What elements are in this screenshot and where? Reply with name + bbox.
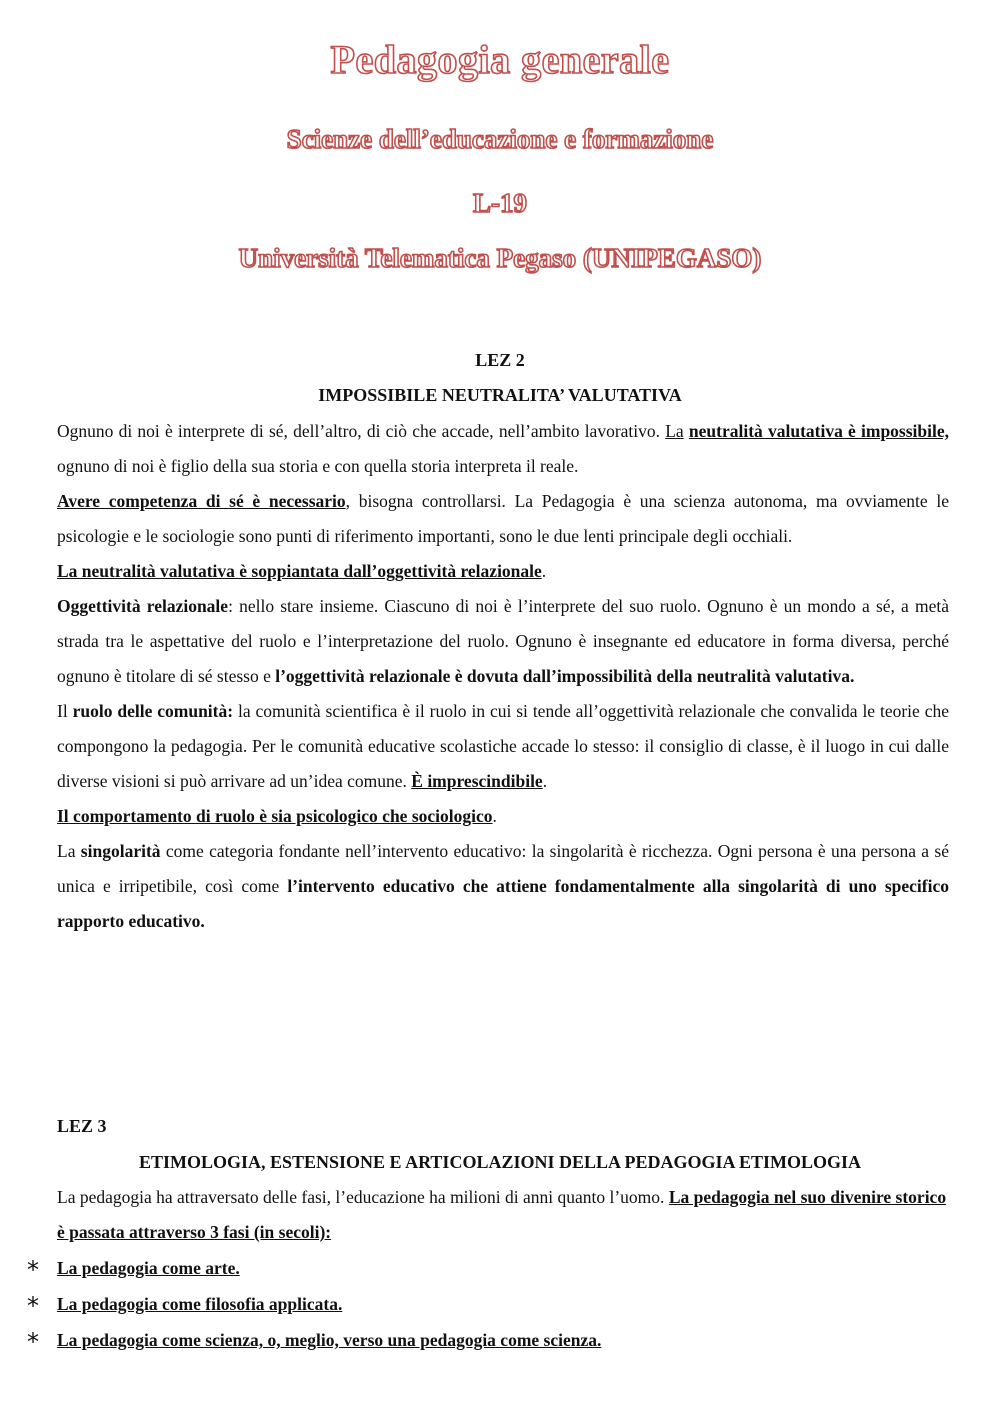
paragraph	[57, 554, 949, 589]
emphasis: Avere competenza di sé è necessario	[57, 491, 346, 511]
asterisk-bullet-icon: *	[27, 1328, 39, 1356]
list-item-text: La pedagogia come filosofia applicata.	[57, 1294, 343, 1314]
text: La	[57, 841, 81, 861]
text: .	[541, 561, 547, 581]
text: Il	[57, 701, 73, 721]
lesson-3-body	[57, 1180, 949, 1250]
emphasis: ruolo delle comunità:	[72, 701, 234, 721]
course-name: Scienze dell’educazione e formazione	[286, 124, 714, 154]
text: come categoria fondante nell’intervento educativo: la singolarità è ricchezza. Ogni persona è una persona a sé unica e irripetibile, così come	[57, 841, 949, 896]
paragraph	[57, 414, 949, 484]
university-name: Università Telematica Pegaso (UNIPEGASO)	[238, 243, 762, 273]
emphasis: Il comportamento di ruolo è sia psicologico che sociologico	[57, 806, 493, 826]
emphasis: singolarità	[80, 841, 161, 861]
list-item-text: La pedagogia come arte.	[57, 1258, 240, 1278]
text: La	[665, 421, 684, 441]
list-item-text: La pedagogia come scienza, o, meglio, verso una pedagogia come scienza.	[57, 1330, 602, 1350]
text: la comunità scientifica è il ruolo in cui si tende all’oggettività relazionale che convalida le teorie che compongono la pedagogia. Per le comunità educative scolastiche accade lo stesso: il consiglio di classe, è il luogo in cui dalle diverse visioni si può arrivare ad un’idea comune.	[57, 701, 949, 791]
class-code: L-19	[473, 188, 527, 218]
paragraph	[57, 589, 949, 694]
lesson-3-label: LEZ 3	[57, 1116, 107, 1136]
asterisk-bullet-icon: *	[27, 1256, 39, 1284]
emphasis: Oggettività relazionale	[57, 596, 229, 616]
document-title: Pedagogia generale	[330, 37, 670, 82]
paragraph	[57, 1180, 949, 1250]
paragraph	[57, 834, 949, 939]
asterisk-bullet-icon: *	[27, 1292, 39, 1320]
text: .	[542, 771, 548, 791]
lesson-2-body	[57, 414, 949, 939]
emphasis: l’oggettività relazionale è dovuta dall’impossibilità della neutralità valutativa.	[275, 666, 855, 686]
emphasis: l’intervento educativo che attiene fondamentalmente alla singolarità di uno specifico rapporto educativo.	[57, 876, 949, 931]
lesson-3-heading: ETIMOLOGIA, ESTENSIONE E ARTICOLAZIONI DELLA PEDAGOGIA ETIMOLOGIA	[138, 1152, 862, 1172]
lesson-2-label: LEZ 2	[475, 350, 525, 370]
text: Ognuno di noi è interprete di sé, dell’altro, di ciò che accade, nell’ambito lavorativo.	[57, 421, 666, 441]
paragraph	[57, 799, 949, 834]
emphasis: È imprescindibile	[411, 771, 543, 791]
emphasis: La pedagogia nel suo divenire storico è passata attraverso 3 fasi (in secoli):	[57, 1187, 947, 1242]
text: ognuno di noi è figlio della sua storia e con quella storia interpreta il reale.	[57, 456, 579, 476]
text: .	[492, 806, 497, 826]
emphasis: La neutralità valutativa è soppiantata dall’oggettività relazionale	[57, 561, 542, 581]
lesson-2-heading: IMPOSSIBILE NEUTRALITA’ VALUTATIVA	[318, 385, 682, 405]
paragraph	[57, 484, 949, 554]
text: La pedagogia ha attraversato delle fasi, l’educazione ha milioni di anni quanto l’uomo.	[57, 1187, 669, 1207]
emphasis: neutralità valutativa è impossibile,	[688, 421, 950, 441]
text: , bisogna controllarsi. La Pedagogia è una scienza autonoma, ma ovviamente le psicologie e le sociologie sono punti di riferimento importanti, sono le due lenti principale degli occhiali.	[57, 491, 949, 546]
text: : nello stare insieme. Ciascuno di noi è l’interprete del suo ruolo. Ognuno è un mondo a sé, a metà strada tra le aspettative del ruolo e l’interpretazione del ruolo. Ognuno è insegnante ed educatore in forma diversa, perché ognuno è titolare di sé stesso e	[57, 596, 949, 686]
paragraph	[57, 694, 949, 799]
